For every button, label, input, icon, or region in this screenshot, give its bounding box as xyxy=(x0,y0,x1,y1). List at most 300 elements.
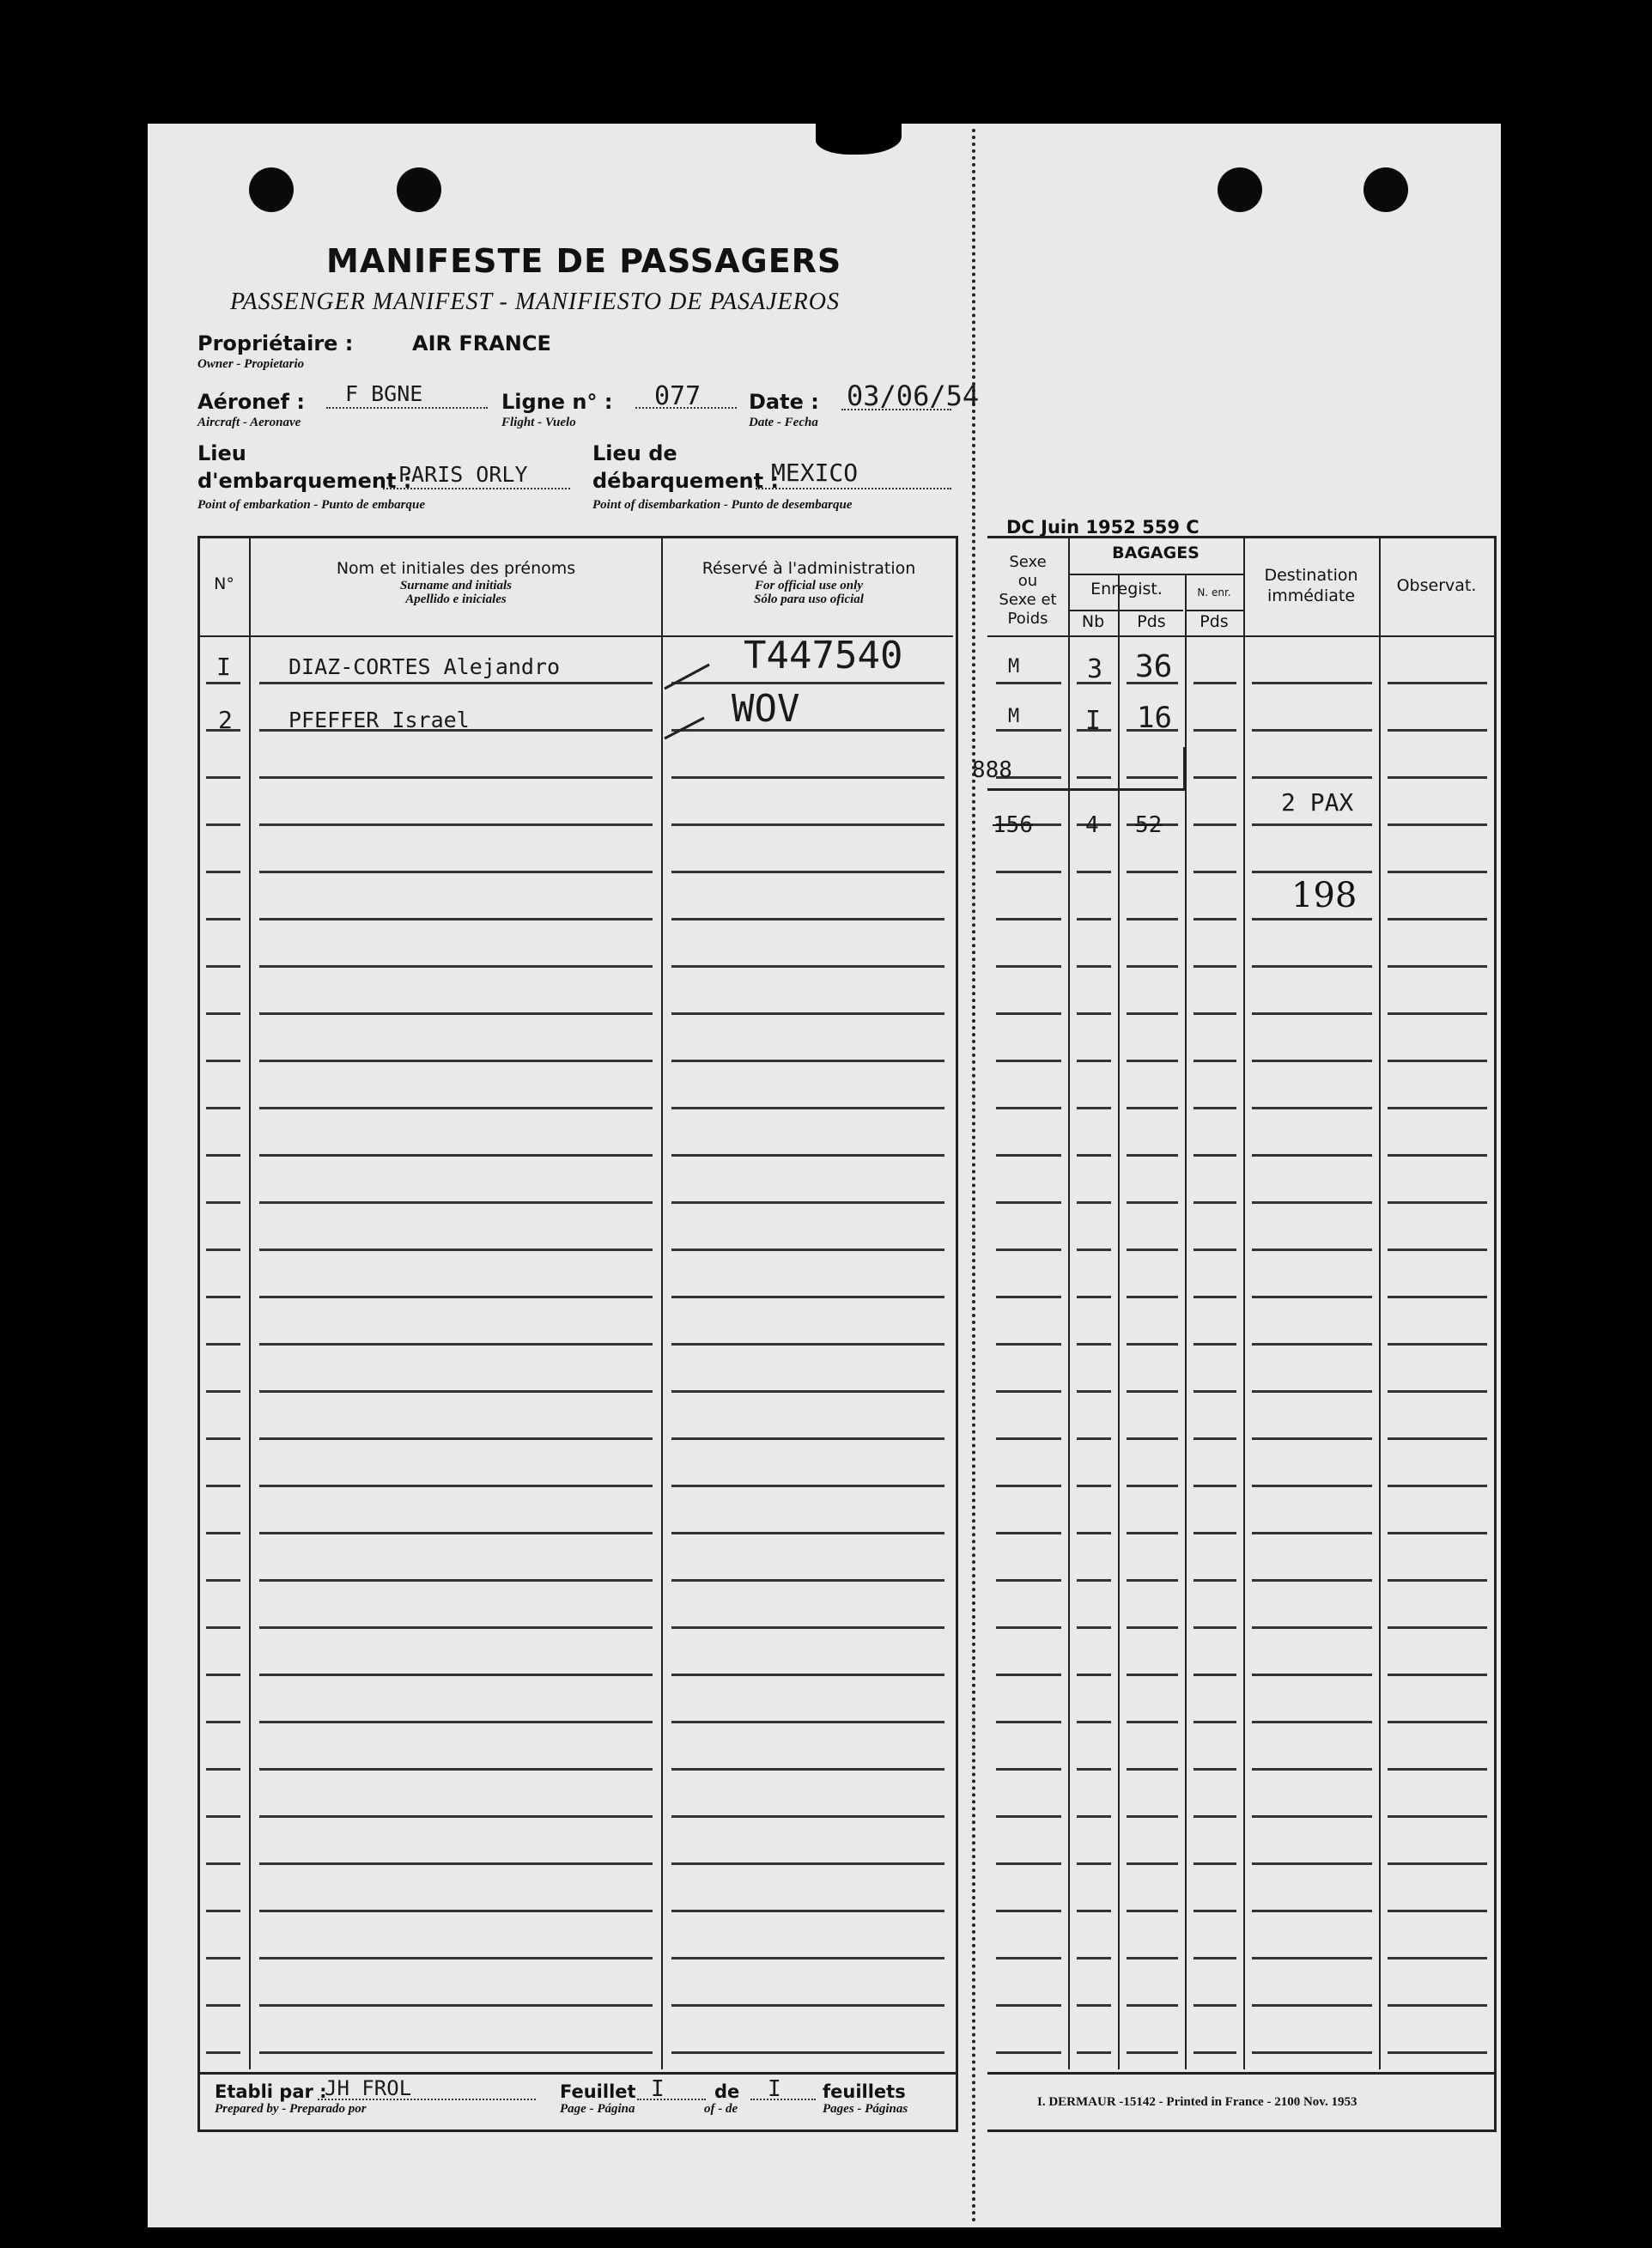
row-rule xyxy=(259,1674,653,1676)
flight-label-sub: Flight - Vuelo xyxy=(501,416,576,429)
passenger-2-no: 2 xyxy=(218,706,233,734)
sheet-underline xyxy=(637,2099,706,2100)
page-subtitle: PASSENGER MANIFEST - MANIFIESTO DE PASAJEROS xyxy=(230,289,840,315)
col-header-destination-2: immédiate xyxy=(1266,586,1356,605)
row-rule xyxy=(1193,871,1236,873)
disembarkation-label-1: Lieu de xyxy=(592,441,677,465)
row-rule xyxy=(1388,1674,1487,1676)
row-rule xyxy=(206,1957,240,1959)
torn-edge xyxy=(816,118,902,155)
row-rule xyxy=(996,1815,1061,1818)
sheets-sub: Pages - Páginas xyxy=(823,2102,908,2116)
row-rule xyxy=(1193,823,1236,826)
row-rule xyxy=(1388,1768,1487,1771)
row-rule xyxy=(1252,1249,1372,1251)
row-rule xyxy=(671,1579,944,1582)
row-rule xyxy=(996,1343,1061,1346)
row-rule xyxy=(996,1249,1061,1251)
row-rule xyxy=(1252,1674,1372,1676)
row-rule xyxy=(1193,1154,1236,1157)
sheet-label: Feuillet xyxy=(560,2081,636,2102)
row-rule xyxy=(996,1957,1061,1959)
row-rule xyxy=(1388,682,1487,684)
row-rule xyxy=(1252,1532,1372,1534)
col-header-name-sub-2: Apellido e iniciales xyxy=(405,592,507,606)
row-rule xyxy=(206,1012,240,1015)
col-header-sex-2: ou xyxy=(1017,572,1038,590)
perforation-line xyxy=(972,129,975,2224)
row-rule xyxy=(1127,1957,1178,1959)
embarkation-value: PARIS ORLY xyxy=(398,462,528,487)
row-rule xyxy=(1252,871,1372,873)
sheet-value: I xyxy=(651,2076,665,2102)
col-header-reserved-sub-1: For official use only xyxy=(755,579,863,592)
pax-count: 2 PAX xyxy=(1281,788,1354,817)
of-value: I xyxy=(768,2076,781,2102)
sheets-label: feuillets xyxy=(823,2081,906,2102)
row-rule xyxy=(1077,1201,1111,1204)
row-rule xyxy=(206,1910,240,1912)
row-rule xyxy=(1193,1390,1236,1393)
row-rule xyxy=(206,1626,240,1629)
row-rule xyxy=(206,1579,240,1582)
row-rule xyxy=(1193,1249,1236,1251)
row-rule xyxy=(1193,1343,1236,1346)
row-rule xyxy=(996,1296,1061,1298)
punch-hole-1 xyxy=(249,167,294,212)
stamp-number: 198 xyxy=(1291,876,1357,915)
passenger-1-name: DIAZ-CORTES Alejandro xyxy=(288,654,561,679)
of-underline xyxy=(750,2099,816,2100)
col-header-reserved: Réservé à l'administration xyxy=(701,559,916,578)
row-rule xyxy=(259,1862,653,1865)
passenger-table-right xyxy=(987,536,1497,2075)
row-rule xyxy=(259,1107,653,1109)
row-rule xyxy=(1127,1107,1178,1109)
row-rule xyxy=(1388,1201,1487,1204)
row-rule xyxy=(1388,1815,1487,1818)
row-rule xyxy=(1127,1626,1178,1629)
row-rule xyxy=(1388,1721,1487,1723)
embarkation-label-2: d'embarquement : xyxy=(197,469,412,493)
row-rule xyxy=(1252,682,1372,684)
row-rule xyxy=(1077,918,1111,920)
row-rule xyxy=(1193,965,1236,968)
row-rule xyxy=(1193,729,1236,732)
subtotal-bracket xyxy=(1183,747,1186,788)
date-label: Date : xyxy=(749,390,819,414)
row-rule xyxy=(671,1107,944,1109)
passenger-2-name: PFEFFER Israel xyxy=(288,708,470,732)
row-rule xyxy=(1388,1532,1487,1534)
col-divider-nenr xyxy=(1243,536,1245,2069)
row-rule xyxy=(1388,1107,1487,1109)
row-rule xyxy=(206,2051,240,2054)
total-pds: 52 xyxy=(1135,812,1163,838)
row-rule xyxy=(1252,1910,1372,1912)
flight-value: 077 xyxy=(654,381,701,411)
row-rule xyxy=(1388,1249,1487,1251)
row-rule xyxy=(1193,1910,1236,1912)
row-rule xyxy=(206,1296,240,1298)
row-rule xyxy=(671,1626,944,1629)
row-rule xyxy=(1127,1815,1178,1818)
row-rule xyxy=(1077,2051,1111,2054)
row-rule xyxy=(259,1721,653,1723)
row-rule xyxy=(1077,1249,1111,1251)
row-rule xyxy=(671,1768,944,1771)
row-rule xyxy=(1077,1296,1111,1298)
row-rule xyxy=(206,1343,240,1346)
row-rule xyxy=(1077,1485,1111,1487)
row-rule xyxy=(1193,1957,1236,1959)
row-rule xyxy=(1127,1343,1178,1346)
row-rule xyxy=(671,1532,944,1534)
printer-imprint: I. DERMAUR -15142 - Printed in France - 2100 Nov. 1953 xyxy=(1037,2095,1357,2109)
row-rule xyxy=(206,1862,240,1865)
row-rule xyxy=(1127,1674,1178,1676)
passenger-2-sex: M xyxy=(1008,706,1020,727)
nenr-divider xyxy=(1185,610,1243,611)
row-rule xyxy=(1127,1154,1178,1157)
row-rule xyxy=(1388,1060,1487,1062)
row-rule xyxy=(996,682,1061,684)
row-rule xyxy=(1388,2004,1487,2007)
row-rule xyxy=(671,918,944,920)
row-rule xyxy=(1077,1768,1111,1771)
row-rule xyxy=(1193,1674,1236,1676)
row-rule xyxy=(1193,2004,1236,2007)
row-rule xyxy=(1127,918,1178,920)
row-rule xyxy=(996,1060,1061,1062)
row-rule xyxy=(259,871,653,873)
disembarkation-label-sub: Point of disembarkation - Punto de desembarque xyxy=(592,498,853,512)
row-rule xyxy=(1252,1579,1372,1582)
row-rule xyxy=(206,1437,240,1440)
row-rule xyxy=(206,2004,240,2007)
row-rule xyxy=(1193,1626,1236,1629)
row-rule xyxy=(996,918,1061,920)
passenger-1-sex: M xyxy=(1008,656,1020,677)
row-rule xyxy=(259,965,653,968)
col-header-no: N° xyxy=(214,574,234,593)
row-rule xyxy=(1077,1154,1111,1157)
row-rule xyxy=(206,1768,240,1771)
row-rule xyxy=(206,1249,240,1251)
date-underline xyxy=(841,409,951,410)
row-rule xyxy=(259,823,653,826)
row-rule xyxy=(1077,965,1111,968)
subtotal-a: 888 xyxy=(972,757,1012,783)
row-rule xyxy=(259,776,653,779)
row-rule xyxy=(1077,1910,1111,1912)
row-rule xyxy=(1252,1012,1372,1015)
row-rule xyxy=(996,1721,1061,1723)
row-rule xyxy=(671,1910,944,1912)
row-rule xyxy=(259,1343,653,1346)
row-rule xyxy=(1388,1343,1487,1346)
row-rule xyxy=(996,871,1061,873)
row-rule xyxy=(1127,1060,1178,1062)
row-rule xyxy=(1127,1012,1178,1015)
row-rule xyxy=(1127,1862,1178,1865)
row-rule xyxy=(671,1343,944,1346)
row-rule xyxy=(1127,1532,1178,1534)
row-rule xyxy=(1252,1107,1372,1109)
row-rule xyxy=(1252,918,1372,920)
row-rule xyxy=(996,1485,1061,1487)
disembarkation-label-2: débarquement : xyxy=(592,469,780,493)
row-rule xyxy=(996,1201,1061,1204)
row-rule xyxy=(1077,1815,1111,1818)
col-divider-sex xyxy=(1068,536,1070,2069)
row-rule xyxy=(671,1815,944,1818)
col-header-observ: Observat. xyxy=(1396,576,1477,595)
row-rule xyxy=(1127,1485,1178,1487)
passenger-2-pds: 16 xyxy=(1137,701,1172,735)
row-rule xyxy=(1077,1721,1111,1723)
row-rule xyxy=(1193,1060,1236,1062)
disembarkation-underline xyxy=(756,488,951,489)
row-rule xyxy=(1127,1296,1178,1298)
row-rule xyxy=(1388,1296,1487,1298)
aircraft-value: F BGNE xyxy=(345,381,423,406)
total-nb: 4 xyxy=(1085,812,1099,838)
row-rule xyxy=(671,1674,944,1676)
passenger-1-no: I xyxy=(216,653,231,681)
col-header-sex-3: Sexe et xyxy=(999,591,1057,609)
row-rule xyxy=(1193,1296,1236,1298)
row-rule xyxy=(1193,1721,1236,1723)
passenger-2-nb: I xyxy=(1085,706,1102,736)
row-rule xyxy=(259,1579,653,1582)
col-divider-name xyxy=(661,536,663,2069)
row-rule xyxy=(671,1060,944,1062)
row-rule xyxy=(259,1012,653,1015)
row-rule xyxy=(1193,918,1236,920)
col-header-pds2: Pds xyxy=(1200,612,1229,631)
row-rule xyxy=(1388,1626,1487,1629)
date-label-sub: Date - Fecha xyxy=(749,416,818,429)
row-rule xyxy=(1193,1768,1236,1771)
row-rule xyxy=(206,1060,240,1062)
row-rule xyxy=(1077,776,1111,779)
row-rule xyxy=(1388,1154,1487,1157)
col-header-nenr: N. enr. xyxy=(1197,586,1231,598)
row-rule xyxy=(1252,1437,1372,1440)
row-rule xyxy=(259,682,653,684)
row-rule xyxy=(671,1437,944,1440)
row-rule xyxy=(1077,1060,1111,1062)
row-rule xyxy=(1127,965,1178,968)
row-rule xyxy=(1193,1012,1236,1015)
row-rule xyxy=(1252,1154,1372,1157)
row-rule xyxy=(996,1579,1061,1582)
passenger-1-nb: 3 xyxy=(1087,654,1103,684)
owner-label: Propriétaire : xyxy=(197,331,354,355)
row-rule xyxy=(206,1390,240,1393)
passenger-1-pds: 36 xyxy=(1135,649,1173,684)
col-header-destination-1: Destination xyxy=(1264,566,1358,585)
prepared-sub: Prepared by - Preparado por xyxy=(215,2102,367,2116)
row-rule xyxy=(1193,1815,1236,1818)
row-rule xyxy=(1388,1579,1487,1582)
row-rule xyxy=(1127,1579,1178,1582)
form-code: DC Juin 1952 559 C xyxy=(1006,517,1200,538)
col-header-reserved-sub-2: Sólo para uso oficial xyxy=(754,592,864,606)
row-rule xyxy=(206,823,240,826)
row-rule xyxy=(1252,1768,1372,1771)
row-rule xyxy=(1127,1201,1178,1204)
row-rule xyxy=(259,1060,653,1062)
row-rule xyxy=(1127,776,1178,779)
row-rule xyxy=(1252,776,1372,779)
row-rule xyxy=(1252,1390,1372,1393)
row-rule xyxy=(1077,1012,1111,1015)
col-header-bagages: BAGAGES xyxy=(1112,544,1200,562)
row-rule xyxy=(1193,1485,1236,1487)
row-rule xyxy=(1127,1910,1178,1912)
prepared-label: Etabli par : xyxy=(215,2081,327,2102)
row-rule xyxy=(259,1815,653,1818)
row-rule xyxy=(1388,1910,1487,1912)
page-title: MANIFESTE DE PASSAGERS xyxy=(326,242,842,280)
row-rule xyxy=(206,776,240,779)
row-rule xyxy=(996,1862,1061,1865)
owner-value: AIR FRANCE xyxy=(412,331,551,355)
row-rule xyxy=(1193,1862,1236,1865)
row-rule xyxy=(996,1012,1061,1015)
row-rule xyxy=(671,776,944,779)
passenger-2-reserved: WOV xyxy=(732,687,800,731)
row-rule xyxy=(1252,1060,1372,1062)
row-rule xyxy=(206,1721,240,1723)
row-rule xyxy=(1193,1107,1236,1109)
table-header-divider-right xyxy=(987,635,1494,637)
row-rule xyxy=(1077,1674,1111,1676)
row-rule xyxy=(1077,1390,1111,1393)
total-weight: 156 xyxy=(993,812,1033,838)
row-rule xyxy=(671,1721,944,1723)
row-rule xyxy=(1388,965,1487,968)
row-rule xyxy=(1388,1437,1487,1440)
disembarkation-value: MEXICO xyxy=(771,459,859,487)
row-rule xyxy=(259,1437,653,1440)
row-rule xyxy=(259,1201,653,1204)
row-rule xyxy=(259,1249,653,1251)
row-rule xyxy=(1193,2051,1236,2054)
row-rule xyxy=(1252,1201,1372,1204)
row-rule xyxy=(996,1107,1061,1109)
row-rule xyxy=(996,2051,1061,2054)
row-rule xyxy=(671,1862,944,1865)
col-header-pds: Pds xyxy=(1137,612,1166,631)
row-rule xyxy=(206,918,240,920)
enregist-divider xyxy=(1068,610,1183,611)
col-header-name-sub-1: Surname and initials xyxy=(399,579,513,592)
row-rule xyxy=(671,1485,944,1487)
flight-underline xyxy=(635,407,737,409)
row-rule xyxy=(1193,1437,1236,1440)
row-rule xyxy=(1252,729,1372,732)
aircraft-label-sub: Aircraft - Aeronave xyxy=(197,416,301,429)
row-rule xyxy=(671,1249,944,1251)
row-rule xyxy=(1127,2051,1178,2054)
row-rule xyxy=(1252,2004,1372,2007)
punch-hole-4 xyxy=(1364,167,1408,212)
row-rule xyxy=(1077,1343,1111,1346)
row-rule xyxy=(206,1107,240,1109)
passenger-1-reserved: T447540 xyxy=(744,634,903,677)
row-rule xyxy=(206,871,240,873)
flight-label: Ligne n° : xyxy=(501,390,613,414)
subtotal-rule xyxy=(987,788,1185,791)
row-rule xyxy=(1252,1862,1372,1865)
row-rule xyxy=(671,823,944,826)
aircraft-underline xyxy=(326,407,488,409)
row-rule xyxy=(1388,871,1487,873)
row-rule xyxy=(1077,1532,1111,1534)
row-rule xyxy=(996,1768,1061,1771)
row-rule xyxy=(996,729,1061,732)
embarkation-label-1: Lieu xyxy=(197,441,246,465)
row-rule xyxy=(259,1485,653,1487)
row-rule xyxy=(259,1957,653,1959)
row-rule xyxy=(1127,871,1178,873)
row-rule xyxy=(206,1201,240,1204)
embarkation-underline xyxy=(383,488,570,489)
row-rule xyxy=(1388,729,1487,732)
row-rule xyxy=(1127,1721,1178,1723)
row-rule xyxy=(1077,1862,1111,1865)
col-header-sex-1: Sexe xyxy=(1009,553,1047,571)
row-rule xyxy=(996,2004,1061,2007)
row-rule xyxy=(259,918,653,920)
row-rule xyxy=(1388,1862,1487,1865)
row-rule xyxy=(206,965,240,968)
row-rule xyxy=(1077,2004,1111,2007)
row-rule xyxy=(1252,2051,1372,2054)
aircraft-label: Aéronef : xyxy=(197,390,305,414)
row-rule xyxy=(1252,1296,1372,1298)
row-rule xyxy=(996,1437,1061,1440)
row-rule xyxy=(671,1154,944,1157)
row-rule xyxy=(1127,1437,1178,1440)
row-rule xyxy=(206,682,240,684)
row-rule xyxy=(1193,1579,1236,1582)
row-rule xyxy=(1127,1768,1178,1771)
checkmark-slashes xyxy=(661,653,738,747)
row-rule xyxy=(1077,1107,1111,1109)
of-label: de xyxy=(714,2081,740,2102)
row-rule xyxy=(1252,1485,1372,1487)
row-rule xyxy=(671,1957,944,1959)
row-rule xyxy=(1077,1626,1111,1629)
row-rule xyxy=(1388,1485,1487,1487)
row-rule xyxy=(1252,1957,1372,1959)
row-rule xyxy=(259,2004,653,2007)
row-rule xyxy=(1252,1721,1372,1723)
row-rule xyxy=(996,1910,1061,1912)
col-divider-destination xyxy=(1379,536,1381,2069)
row-rule xyxy=(996,1626,1061,1629)
row-rule xyxy=(1388,918,1487,920)
row-rule xyxy=(996,1154,1061,1157)
row-rule xyxy=(996,1390,1061,1393)
owner-label-sub: Owner - Propietario xyxy=(197,357,305,371)
row-rule xyxy=(259,1768,653,1771)
col-divider-pds xyxy=(1185,575,1187,2069)
